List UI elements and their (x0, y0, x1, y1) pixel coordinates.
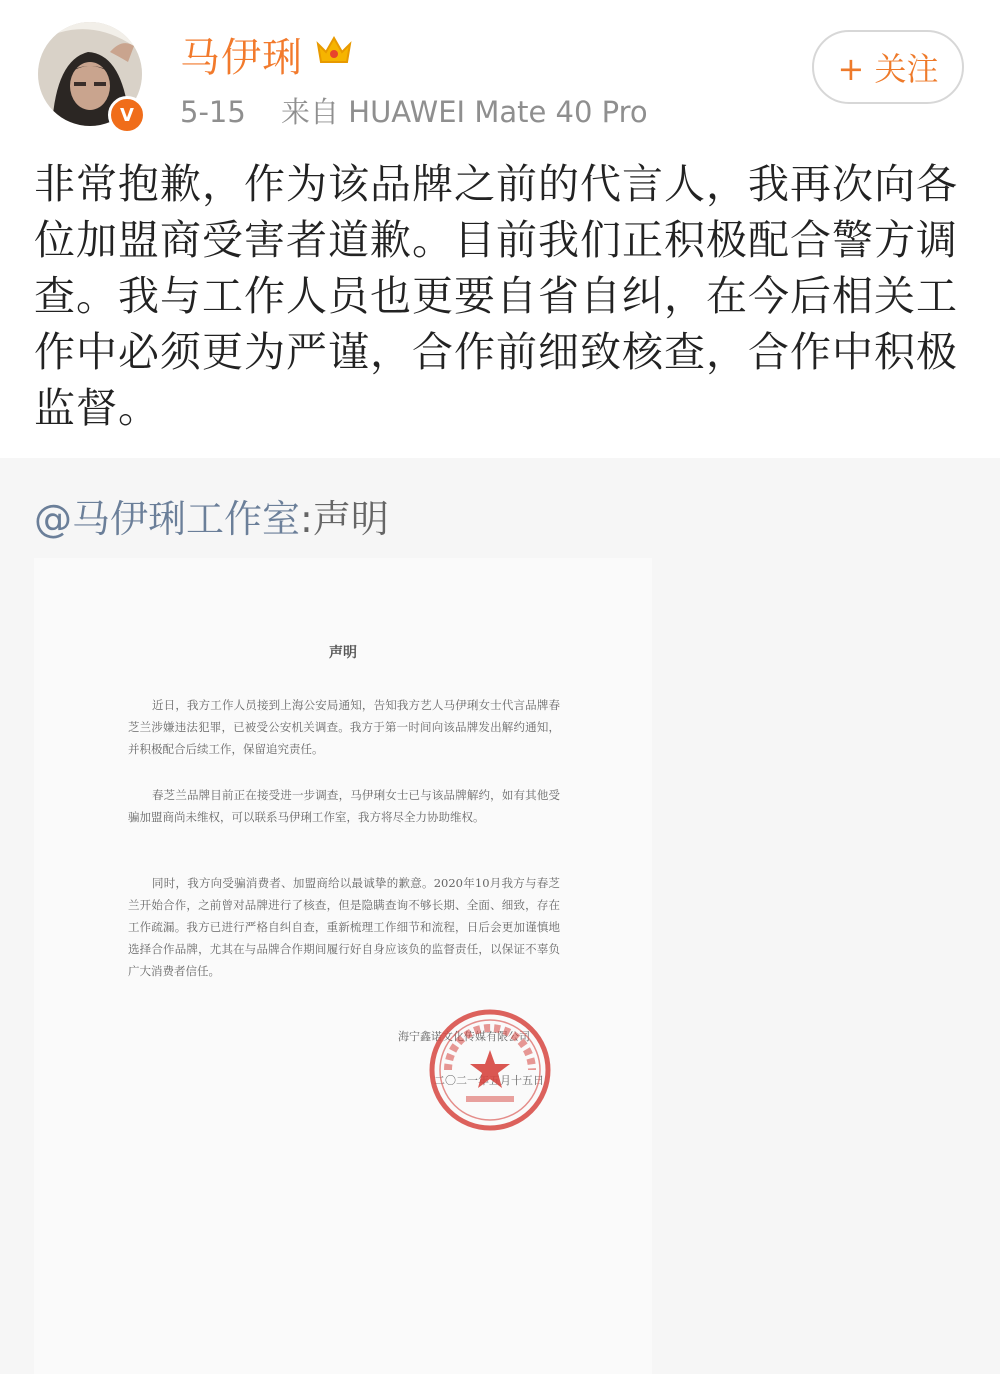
post-meta (180, 90, 648, 131)
post-line: 非常抱歉，作为该品牌之前的代言人，我再次向各 (34, 160, 958, 208)
document-signature: 海宁鑫诺文化传媒有限公司 (398, 1030, 530, 1043)
document-paragraph: 春芝兰品牌目前正在接受进一步调查，马伊琍女士已与该品牌解约，如有其他受骗加盟商尚未维权，可以联系马伊琍工作室，我方将尽全力协助维权。 (128, 788, 560, 824)
follow-button[interactable]: + 关注 (812, 30, 964, 104)
repost-card[interactable] (0, 458, 1000, 1374)
post-line: 作中必须更为严谨，合作前细致核查，合作中积极 (34, 328, 958, 376)
crown-icon (314, 32, 354, 66)
post-line: 监督。 (34, 384, 160, 432)
repost-mention[interactable]: @马伊琍工作室 (34, 497, 301, 541)
statement-document-image[interactable] (34, 558, 652, 1374)
repost-label: :声明 (300, 497, 389, 541)
repost-heading (34, 488, 389, 543)
document-date: 二〇二一年五月十五日 (434, 1074, 544, 1087)
post-header (0, 0, 1000, 140)
verified-badge-icon: V (108, 96, 146, 134)
document-paragraph: 近日，我方工作人员接到上海公安局通知，告知我方艺人马伊琍女士代言品牌春芝兰涉嫌违法犯罪，已被受公安机关调查。我方于第一时间向该品牌发出解约通知，并积极配合后续工作，保留追究责任。 (128, 698, 560, 756)
document-paragraph: 同时，我方向受骗消费者、加盟商给以最诚挚的歉意。2020年10月我方与春芝兰开始合作，之前曾对品牌进行了核查，但是隐瞒查询不够长期、全面、细致，存在工作疏漏。我方已进行严格自纠自查，重新梳理工作细节和流程，日后会更加谨慎地选择合作品牌，尤其在与品牌合作期间履行好自身应该负的监督责任，以保证不辜负广大消费者信任。 (128, 876, 560, 978)
post-source: 来自 HUAWEI Mate 40 Pro (281, 95, 648, 129)
post-line: 位加盟商受害者道歉。目前我们正积极配合警方调 (34, 216, 958, 264)
post-date: 5-15 (180, 95, 246, 129)
username[interactable]: 马伊琍 (180, 35, 303, 81)
red-seal-stamp-icon (426, 1006, 554, 1134)
post-body (34, 156, 964, 436)
post-line: 查。我与工作人员也更要自省自纠，在今后相关工 (34, 272, 958, 320)
document-title: 声明 (329, 645, 357, 661)
